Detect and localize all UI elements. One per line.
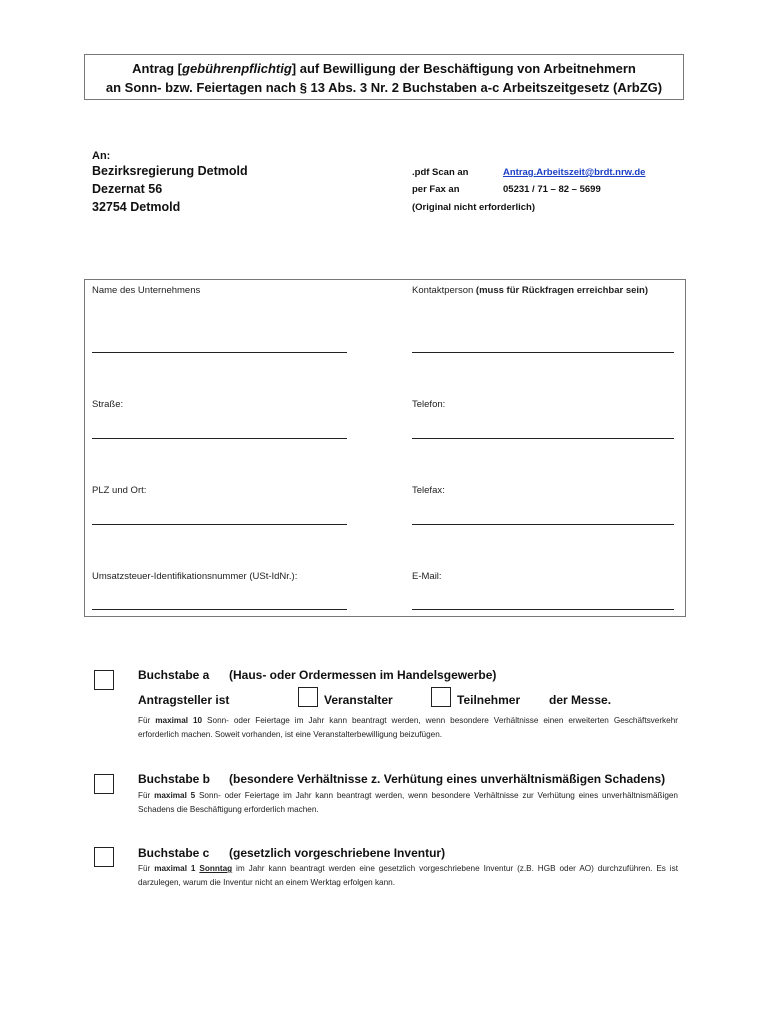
form-title	[84, 54, 684, 100]
option-b-note: Für maximal 5 Sonn- oder Feiertage im Jahr kann beantragt werden, wenn besondere Verhältnisse zur Verhütung eines unverhältnismäßigen Schadens die Beschäftigung erforderlich machen.	[138, 791, 678, 814]
email-label: E-Mail:	[412, 571, 442, 582]
option-a-desc: (Haus- oder Ordermessen im Handelsgewerbe)	[229, 668, 497, 682]
phone-field[interactable]	[412, 438, 674, 439]
of-fair-label: der Messe.	[549, 693, 612, 707]
option-b-label: Buchstabe b	[138, 772, 211, 786]
recipient-line-2: Dezernat 56	[92, 182, 163, 196]
street-label: Straße:	[92, 399, 124, 410]
recipient-label: An:	[92, 150, 111, 162]
participant-label: Teilnehmer	[457, 693, 521, 707]
organizer-checkbox[interactable]	[298, 687, 318, 707]
option-b-checkbox[interactable]	[94, 774, 114, 794]
email-field[interactable]	[412, 609, 674, 610]
fax-field[interactable]	[412, 524, 674, 525]
vat-id-field[interactable]	[92, 609, 347, 610]
option-c-label: Buchstabe c	[138, 846, 210, 860]
fax-number: 05231 / 71 – 82 – 5699	[503, 184, 601, 195]
option-a-checkbox[interactable]	[94, 670, 114, 690]
option-c-desc: (gesetzlich vorgeschriebene Inventur)	[229, 846, 446, 860]
option-a-label: Buchstabe a	[138, 668, 210, 682]
applicant-is-label: Antragsteller ist	[138, 693, 230, 707]
fax-label: per Fax an	[412, 184, 460, 195]
vat-id-label: Umsatzsteuer-Identifikationsnummer (USt-IdNr.):	[92, 571, 298, 582]
zip-city-label: PLZ und Ort:	[92, 485, 147, 496]
applicant-form	[84, 279, 686, 617]
contact-field[interactable]	[412, 352, 674, 353]
title-line-1: Antrag [gebührenpflichtig] auf Bewilligung der Beschäftigung von Arbeitnehmern	[132, 61, 636, 76]
participant-checkbox[interactable]	[431, 687, 451, 707]
contact-label: Kontaktperson (muss für Rückfragen erreichbar sein)	[412, 285, 649, 296]
street-field[interactable]	[92, 438, 347, 439]
zip-city-field[interactable]	[92, 524, 347, 525]
scan-email-link[interactable]: Antrag.Arbeitszeit@brdt.nrw.de	[503, 167, 646, 178]
option-c-note: Für maximal 1 Sonntag im Jahr kann beantragt werden eine gesetzlich vorgeschriebene Inventur (z.B. HGB oder AO) durchzuführen. Es ist darzulegen, warum die Inventur nicht an einem Werktag erfolgen kann.	[138, 864, 678, 887]
recipient-line-1: Bezirksregierung Detmold	[92, 164, 248, 178]
option-a-note: Für maximal 10 Sonn- oder Feiertage im Jahr kann beantragt werden, wenn besondere Verhältnisse einen erweiterten Geschäftsverkehr erforderlich machen. Soweit vorhanden, ist eine Veranstalterbewilligung beizufügen.	[138, 716, 678, 739]
company-name-label: Name des Unternehmens	[92, 285, 201, 296]
option-c-checkbox[interactable]	[94, 847, 114, 867]
title-line-2: an Sonn- bzw. Feiertagen nach § 13 Abs. 3 Nr. 2 Buchstaben a-c Arbeitszeitgesetz (ArbZG)	[105, 80, 663, 95]
phone-label: Telefon:	[412, 399, 446, 410]
recipient-line-3: 32754 Detmold	[92, 200, 181, 214]
scan-label: .pdf Scan an	[412, 167, 469, 178]
original-note: (Original nicht erforderlich)	[412, 202, 535, 213]
option-b-desc: (besondere Verhältnisse z. Verhütung eines unverhältnismäßigen Schadens)	[229, 772, 666, 786]
organizer-label: Veranstalter	[324, 693, 393, 707]
fax-field-label: Telefax:	[412, 485, 445, 496]
company-name-field[interactable]	[92, 352, 347, 353]
